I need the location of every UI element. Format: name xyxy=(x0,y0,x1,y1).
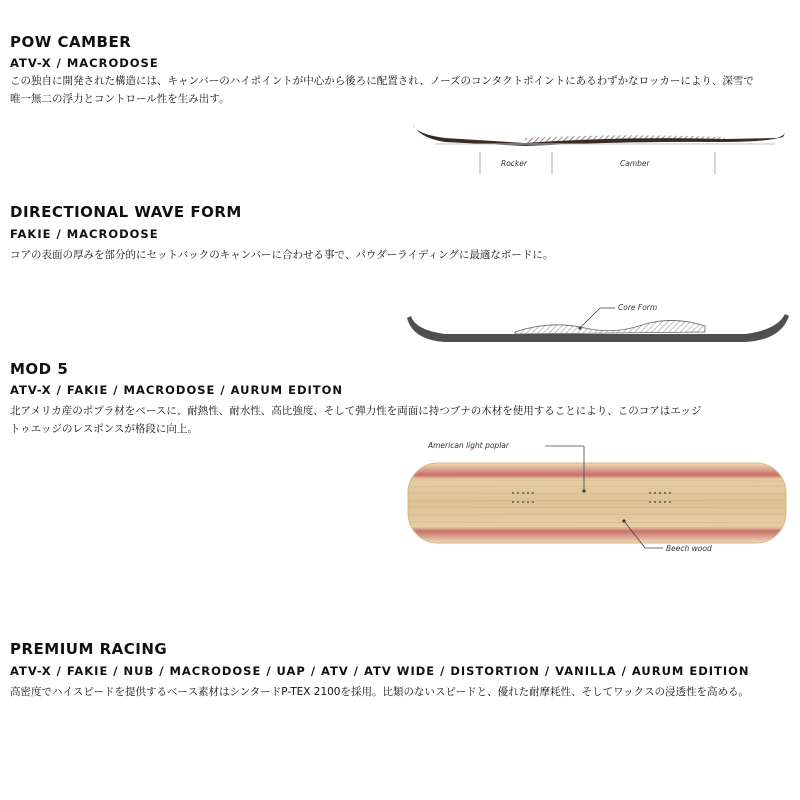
section-text-line: この独自に開発された構造には、キャンバーのハイポイントが中心から後ろに配置され、ノーズのコンタクトポイントにあるわずかなロッカーにより、深雪で xyxy=(10,75,754,87)
section-models-mod-5: ATV-X / FAKIE / MACRODOSE / AURUM EDITON xyxy=(10,383,344,397)
section-title-mod-5: MOD 5 xyxy=(10,360,69,378)
core-form-label: Core Form xyxy=(618,303,658,312)
section-text-line: 高密度でハイスピードを提供するベース素材はシンタードP-TEX 2100を採用。比類のないスピードと、優れた耐摩耗性、そしてワックスの浸透性を高める。 xyxy=(10,686,749,698)
wave-form-diagram xyxy=(405,290,790,360)
section-text-line: 唯一無二の浮力とコントロール性を生み出す。 xyxy=(10,93,230,105)
section-text-line: コアの表面の厚みを部分的にセットバックのキャンバーに合わせる事で、パウダーライディングに最適なボードに。 xyxy=(10,249,554,261)
rocker-label: Rocker xyxy=(501,159,527,168)
wood-core-diagram xyxy=(405,435,790,560)
poplar-label: American light poplar xyxy=(428,441,509,450)
section-models-directional-wave-form: FAKIE / MACRODOSE xyxy=(10,227,159,241)
pow-camber-diagram xyxy=(405,118,790,188)
section-title-premium-racing: PREMIUM RACING xyxy=(10,640,168,658)
section-text-line: 北アメリカ産のポプラ材をベースに、耐熱性、耐水性、高比強度、そして弾力性を両面に持つブナの木材を使用することにより、このコアはエッジ xyxy=(10,405,702,417)
camber-label: Camber xyxy=(620,159,650,168)
section-title-directional-wave-form: DIRECTIONAL WAVE FORM xyxy=(10,203,242,221)
section-title-pow-camber: POW CAMBER xyxy=(10,33,132,51)
section-models-pow-camber: ATV-X / MACRODOSE xyxy=(10,56,159,70)
beech-label: Beech wood xyxy=(666,544,712,553)
section-text-line: トゥエッジのレスポンスが格段に向上。 xyxy=(10,423,198,435)
section-models-premium-racing: ATV-X / FAKIE / NUB / MACRODOSE / UAP / ATV / ATV WIDE / DISTORTION / VANILLA / AURUM EDITION xyxy=(10,664,750,678)
